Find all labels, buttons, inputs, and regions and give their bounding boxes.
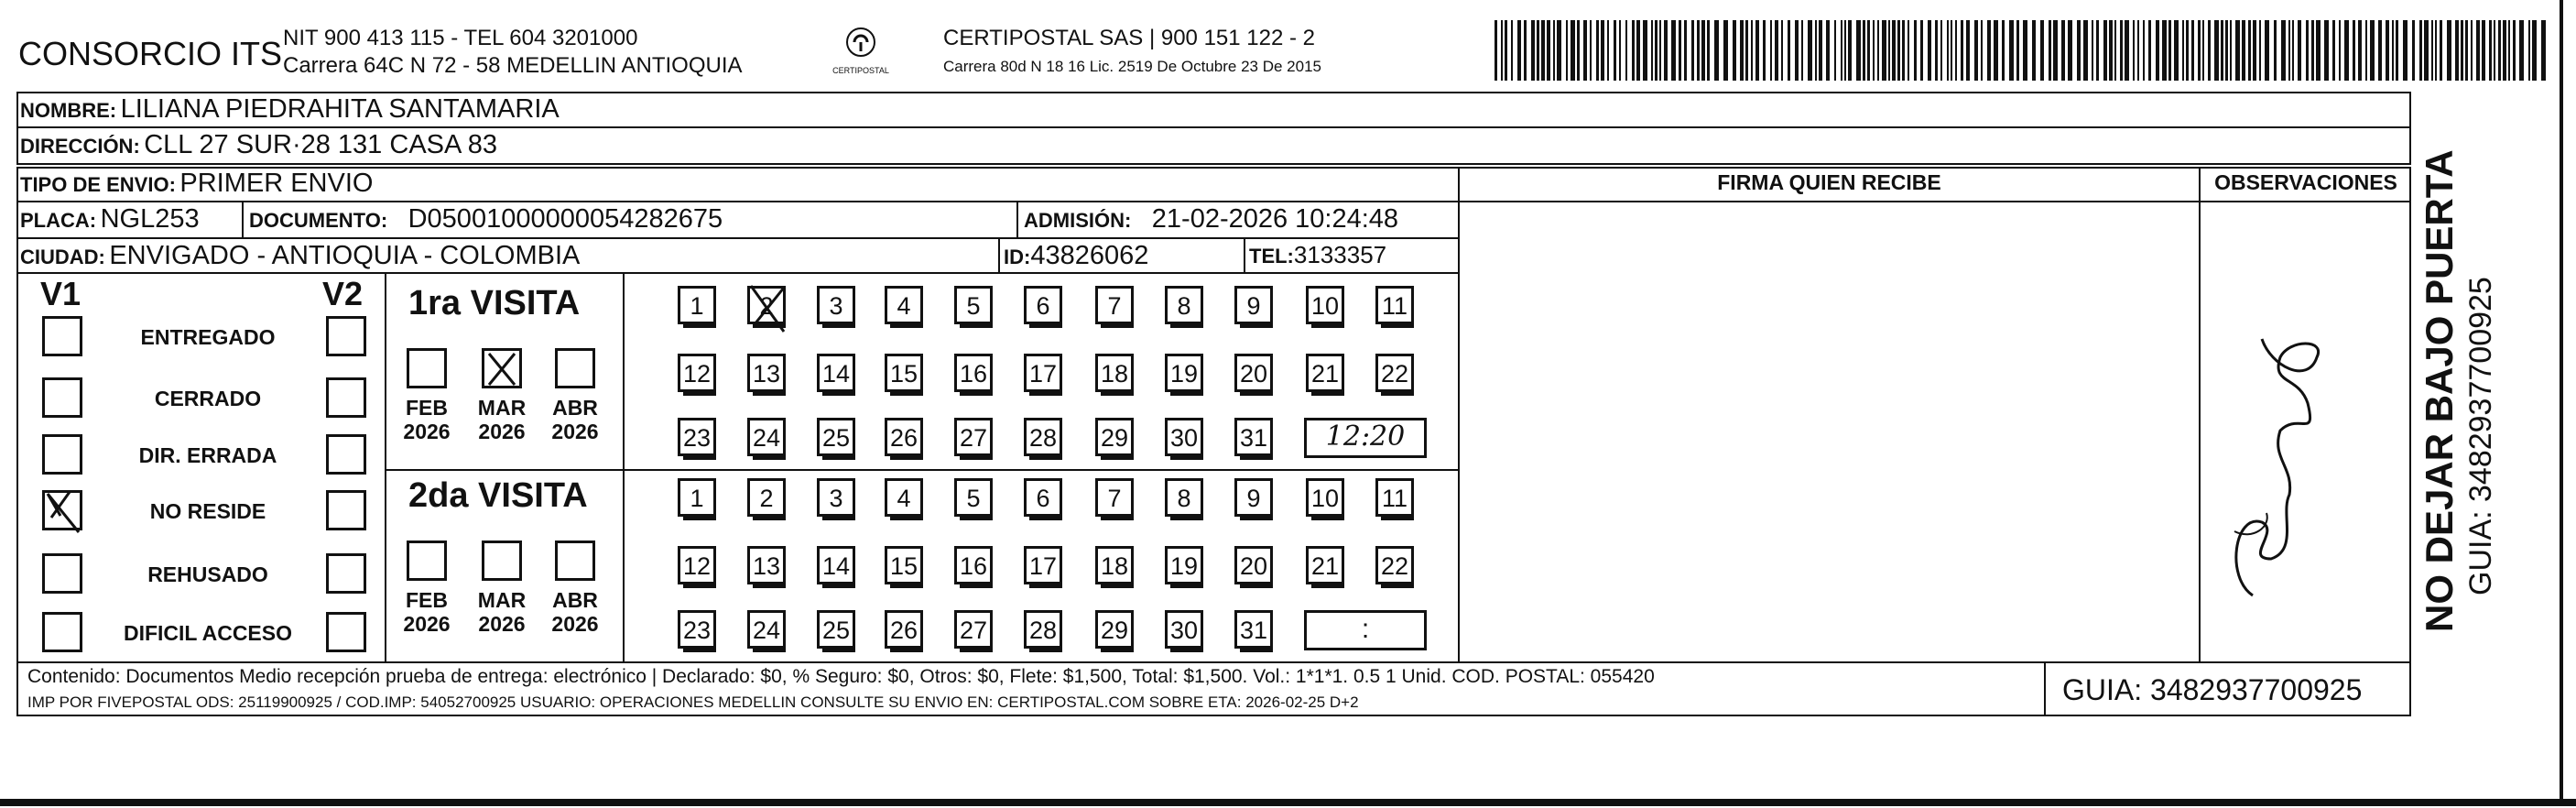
second-visit-day[interactable]: 25 [817, 610, 855, 649]
tel-label: TEL: [1249, 245, 1294, 268]
first-visit-day[interactable]: 17 [1024, 354, 1062, 392]
first-visit-day[interactable]: 2 [747, 286, 786, 324]
tel-row [1249, 241, 1386, 269]
ciudad-value: ENVIGADO - ANTIOQUIA - COLOMBIA [109, 241, 581, 270]
firma-header: FIRMA QUIEN RECIBE [1717, 170, 1941, 194]
second-visit-title: 2da VISITA [408, 476, 588, 515]
first-visit-day[interactable]: 25 [817, 418, 855, 456]
v1-label: V1 [40, 275, 82, 312]
v2-checkbox[interactable] [326, 553, 366, 594]
second-visit-day[interactable]: 4 [885, 478, 923, 517]
first-visit-day[interactable]: 21 [1306, 354, 1344, 392]
second-visit-day[interactable]: 31 [1234, 610, 1273, 649]
second-visit-day[interactable]: 17 [1024, 546, 1062, 584]
second-visit-day[interactable]: 18 [1095, 546, 1134, 584]
status-label: DIFICIL ACCESO [123, 621, 292, 645]
license-line: Carrera 80d N 18 16 Lic. 2519 De Octubre 23 De 2015 [943, 58, 1321, 75]
direccion-row [20, 130, 497, 160]
first-visit-day[interactable]: 13 [747, 354, 786, 392]
side-guia-label: GUIA: 3482937700925 [2463, 277, 2498, 595]
observaciones-header: OBSERVACIONES [2214, 170, 2397, 194]
v2-label: V2 [322, 275, 364, 312]
first-visit-day[interactable]: 26 [885, 418, 923, 456]
first-visit-day[interactable]: 12 [678, 354, 716, 392]
second-visit-day[interactable]: 20 [1234, 546, 1273, 584]
first-visit-day[interactable]: 31 [1234, 418, 1273, 456]
contenido-line: Contenido: Documentos Medio recepción prueba de entrega: electrónico | Declarado: $0, % Seguro: $0, Otros: $0, Flete: $1,500, Total: $1,500. Vol.: 1*1*1. 0.5 1 Unid. COD. POSTAL: 055420 [27, 666, 1655, 687]
second-visit-day[interactable]: 19 [1165, 546, 1203, 584]
documento-label: DOCUMENTO: [249, 209, 388, 232]
second-visit-day[interactable]: 28 [1024, 610, 1062, 649]
first-visit-day[interactable]: 28 [1024, 418, 1062, 456]
nit-line: NIT 900 413 115 - TEL 604 3201000 [283, 26, 638, 50]
tipo-envio-row [20, 169, 373, 199]
first-visit-day[interactable]: 23 [678, 418, 716, 456]
second-visit-day[interactable]: 13 [747, 546, 786, 584]
v2-checkbox[interactable] [326, 316, 366, 356]
v1-checkbox[interactable] [42, 434, 82, 475]
month-label: MAR 2026 [477, 588, 527, 636]
admision-row [1024, 204, 1398, 235]
second-visit-day[interactable]: 11 [1375, 478, 1414, 517]
nombre-value: LILIANA PIEDRAHITA SANTAMARIA [120, 94, 560, 124]
company-address: Carrera 64C N 72 - 58 MEDELLIN ANTIOQUIA [283, 53, 743, 78]
documento-row [249, 204, 723, 235]
second-visit-day[interactable]: 21 [1306, 546, 1344, 584]
month-checkbox[interactable] [482, 540, 522, 581]
first-visit-day[interactable]: 10 [1306, 286, 1344, 324]
documento-value: D05001000000054282675 [408, 204, 723, 234]
first-visit-day[interactable]: 16 [954, 354, 993, 392]
nombre-label: NOMBRE: [20, 99, 117, 122]
certipostal-line: CERTIPOSTAL SAS | 900 151 122 - 2 [943, 26, 1315, 50]
handwritten-signature [2216, 302, 2344, 614]
direccion-value: CLL 27 SUR·28 131 CASA 83 [144, 130, 498, 159]
ciudad-row [20, 241, 580, 271]
first-visit-day[interactable]: 20 [1234, 354, 1273, 392]
day-checkmark [742, 277, 797, 345]
id-value: 43826062 [1030, 241, 1149, 270]
month-label: ABR 2026 [551, 588, 599, 636]
first-visit-day[interactable]: 22 [1375, 354, 1414, 392]
second-visit-time[interactable]: : [1304, 610, 1427, 650]
month-label: FEB 2026 [403, 396, 451, 443]
first-visit-day[interactable]: 4 [885, 286, 923, 324]
v1-checkbox[interactable] [42, 377, 82, 418]
second-visit-day[interactable]: 30 [1165, 610, 1203, 649]
month-label: FEB 2026 [403, 588, 451, 636]
month-checkbox[interactable] [555, 348, 595, 388]
status-label: NO RESIDE [149, 499, 266, 523]
admision-value: 21-02-2026 10:24:48 [1151, 204, 1399, 234]
second-visit-day[interactable]: 5 [954, 478, 993, 517]
first-visit-time[interactable]: 12:20 [1304, 418, 1427, 458]
second-visit-day[interactable]: 24 [747, 610, 786, 649]
v1-checkbox[interactable] [42, 612, 82, 652]
v2-checkbox[interactable] [326, 612, 366, 652]
ciudad-label: CIUDAD: [20, 246, 105, 268]
logo-text: CERTIPOSTAL [832, 66, 889, 75]
status-label: ENTREGADO [140, 325, 276, 349]
status-label: REHUSADO [147, 562, 268, 586]
nombre-row [20, 94, 560, 125]
first-visit-day[interactable]: 15 [885, 354, 923, 392]
v2-checkbox[interactable] [326, 377, 366, 418]
first-visit-day[interactable]: 27 [954, 418, 993, 456]
second-visit-day[interactable]: 3 [817, 478, 855, 517]
month-checkbox[interactable] [407, 540, 447, 581]
second-visit-day[interactable]: 10 [1306, 478, 1344, 517]
month-checkbox[interactable] [555, 540, 595, 581]
second-visit-day[interactable]: 14 [817, 546, 855, 584]
id-label: ID: [1004, 246, 1031, 268]
first-visit-title: 1ra VISITA [408, 284, 581, 322]
v2-checkbox[interactable] [326, 490, 366, 530]
second-visit-day[interactable]: 6 [1024, 478, 1062, 517]
first-visit-day[interactable]: 14 [817, 354, 855, 392]
first-visit-day[interactable]: 29 [1095, 418, 1134, 456]
first-visit-day[interactable]: 6 [1024, 286, 1062, 324]
second-visit-day[interactable]: 1 [678, 478, 716, 517]
second-visit-day[interactable]: 26 [885, 610, 923, 649]
imp-line: IMP POR FIVEPOSTAL ODS: 25119900925 / COD.IMP: 54052700925 USUARIO: OPERACIONES MEDELLIN CONSULTE SU ENVIO EN: CERTIPOSTAL.COM SOBRE ETA: 2026-02-25 D+2 [27, 693, 1359, 711]
first-visit-day[interactable]: 19 [1165, 354, 1203, 392]
direccion-label: DIRECCIÓN: [20, 135, 140, 158]
second-visit-day[interactable]: 8 [1165, 478, 1203, 517]
first-visit-day[interactable]: 7 [1095, 286, 1134, 324]
first-visit-day[interactable]: 11 [1375, 286, 1414, 324]
footer-guia: GUIA: 3482937700925 [2062, 673, 2363, 706]
second-visit-day[interactable]: 16 [954, 546, 993, 584]
month-label: MAR 2026 [477, 396, 527, 443]
v1-checkbox[interactable] [42, 316, 82, 356]
placa-value: NGL253 [100, 204, 200, 234]
placa-label: PLACA: [20, 209, 97, 232]
second-visit-day[interactable]: 7 [1095, 478, 1134, 517]
v2-checkbox[interactable] [326, 434, 366, 475]
v1-checkbox[interactable] [42, 490, 82, 530]
barcode [1495, 20, 2548, 81]
first-visit-day[interactable]: 18 [1095, 354, 1134, 392]
month-checkbox[interactable] [482, 348, 522, 388]
first-visit-day[interactable]: 24 [747, 418, 786, 456]
month-checkbox[interactable] [407, 348, 447, 388]
second-visit-day[interactable]: 22 [1375, 546, 1414, 584]
status-label: DIR. ERRADA [138, 443, 277, 467]
tipo-value: PRIMER ENVIO [179, 169, 374, 198]
second-visit-day[interactable]: 2 [747, 478, 786, 517]
first-visit-day[interactable]: 30 [1165, 418, 1203, 456]
first-visit-day[interactable]: 8 [1165, 286, 1203, 324]
second-visit-day[interactable]: 29 [1095, 610, 1134, 649]
status-label: CERRADO [154, 387, 262, 410]
placa-row [20, 204, 200, 235]
second-visit-day[interactable]: 9 [1234, 478, 1273, 517]
second-visit-day[interactable]: 12 [678, 546, 716, 584]
month-label: ABR 2026 [551, 396, 599, 443]
company-name: CONSORCIO ITS [18, 35, 283, 72]
first-visit-day[interactable]: 5 [954, 286, 993, 324]
id-row [1004, 241, 1148, 271]
first-visit-day[interactable]: 9 [1234, 286, 1273, 324]
second-visit-day[interactable]: 27 [954, 610, 993, 649]
second-visit-day[interactable]: 23 [678, 610, 716, 649]
second-visit-day[interactable]: 15 [885, 546, 923, 584]
v1-checkbox[interactable] [42, 553, 82, 594]
no-dejar-label: NO DEJAR BAJO PUERTA [2418, 149, 2461, 632]
tipo-label: TIPO DE ENVIO: [20, 173, 176, 196]
first-visit-day[interactable]: 3 [817, 286, 855, 324]
first-visit-day[interactable]: 1 [678, 286, 716, 324]
tel-value: 3133357 [1293, 241, 1387, 268]
admision-label: ADMISIÓN: [1024, 209, 1132, 232]
